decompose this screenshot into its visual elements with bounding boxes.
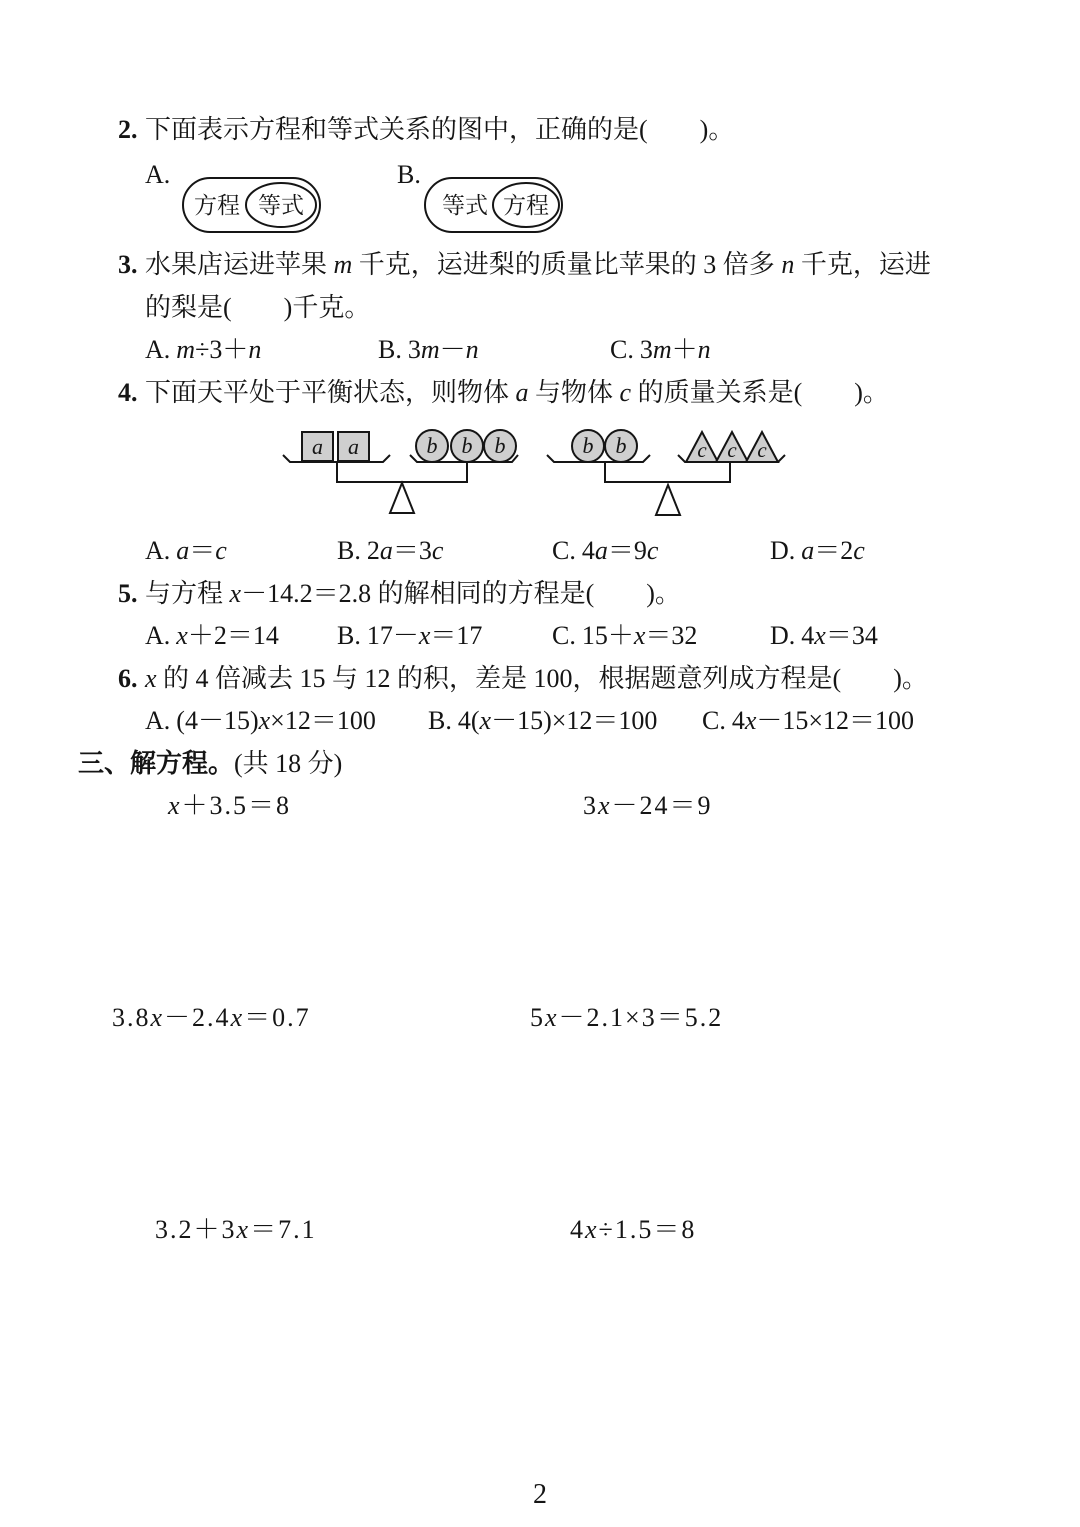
weight-label: b xyxy=(426,433,438,458)
option-label: A. xyxy=(145,335,171,364)
weight-label: a xyxy=(312,434,323,459)
question-stem xyxy=(145,664,928,693)
math-variable: x xyxy=(598,791,612,820)
text-segment: ＝32 xyxy=(645,621,698,650)
option-label: B. xyxy=(337,621,361,650)
page-number: 2 xyxy=(533,1479,547,1510)
math-variable: c xyxy=(619,378,632,407)
math-variable: x xyxy=(176,621,188,650)
text-segment: 与方程 xyxy=(145,579,230,608)
math-variable: m xyxy=(176,335,196,364)
text-segment: 3 xyxy=(583,791,598,820)
question-3 xyxy=(118,248,931,282)
option-expression xyxy=(176,536,227,565)
math-variable: a xyxy=(594,536,608,565)
math-variable: x xyxy=(229,579,242,608)
text-segment: ＝3 xyxy=(392,536,432,565)
option-label: C. xyxy=(610,335,634,364)
text-segment: ÷1.5＝8 xyxy=(598,1215,697,1244)
text-segment: 水果店运进苹果 xyxy=(145,250,334,279)
text-segment: ＋ xyxy=(671,335,698,364)
q5-option-d xyxy=(770,619,878,653)
math-variable: x xyxy=(744,706,757,735)
text-segment: 4( xyxy=(457,706,480,735)
question-stem: 下面表示方程和等式关系的图中，正确的是( )。 xyxy=(145,115,735,144)
q5-option-a xyxy=(145,619,279,653)
equation-2 xyxy=(583,789,713,823)
option-label: A. xyxy=(145,536,171,565)
math-variable: m xyxy=(652,335,672,364)
text-segment: 3 xyxy=(407,335,421,364)
text-segment: －15×12＝100 xyxy=(756,706,915,735)
option-label: D. xyxy=(770,536,796,565)
text-segment: 下面天平处于平衡状态，则物体 xyxy=(145,378,516,407)
math-variable: c xyxy=(853,536,865,565)
question-5 xyxy=(118,577,681,611)
option-expression xyxy=(801,621,878,650)
math-variable: x xyxy=(236,1215,251,1244)
weight-label: b xyxy=(494,433,506,458)
math-variable: x xyxy=(585,1215,599,1244)
question-number: 4. xyxy=(118,378,138,407)
q4-option-b xyxy=(337,534,443,568)
q3-option-c xyxy=(610,333,711,367)
option-label: B. xyxy=(337,536,361,565)
weight-label: c xyxy=(757,438,767,462)
question-number: 6. xyxy=(118,664,138,693)
q3-option-b xyxy=(378,333,479,367)
question-number: 2. xyxy=(118,115,138,144)
balance-beam xyxy=(605,462,730,482)
math-variable: x xyxy=(145,664,157,693)
text-segment: 17－ xyxy=(366,621,419,650)
question-stem xyxy=(145,579,681,608)
option-expression xyxy=(801,536,865,565)
question-number: 5. xyxy=(118,579,138,608)
q6-option-b xyxy=(428,704,657,738)
outer-set-label: 方程 xyxy=(194,193,240,218)
weight-label: b xyxy=(582,433,594,458)
math-variable: m xyxy=(333,250,353,279)
balance-left xyxy=(283,430,518,513)
text-segment: ＝9 xyxy=(607,536,647,565)
inner-set-label: 等式 xyxy=(258,193,304,218)
math-variable: a xyxy=(801,536,815,565)
math-variable: a xyxy=(515,378,529,407)
text-segment: 4 xyxy=(801,621,815,650)
math-variable: c xyxy=(431,536,444,565)
equation-1 xyxy=(168,789,291,823)
question-3-stem-continued: 的梨是( )千克。 xyxy=(145,293,371,322)
option-expression xyxy=(458,706,658,735)
text-segment: ＝ xyxy=(189,536,216,565)
math-variable: x xyxy=(230,1003,245,1032)
equation-5 xyxy=(155,1213,317,1247)
question-number: 3. xyxy=(118,250,138,279)
math-variable: x xyxy=(418,621,431,650)
option-expression xyxy=(582,621,698,650)
option-label: C. xyxy=(702,706,726,735)
math-variable: m xyxy=(420,335,440,364)
inner-set-label: 方程 xyxy=(503,193,549,218)
text-segment: ＋2＝14 xyxy=(187,621,279,650)
q5-option-b xyxy=(337,619,482,653)
option-expression xyxy=(176,621,279,650)
option-expression xyxy=(582,536,659,565)
text-segment: 千克，运进 xyxy=(794,250,931,279)
text-segment: －2.1×3＝5.2 xyxy=(558,1003,724,1032)
weight-label: c xyxy=(697,438,707,462)
question-4 xyxy=(118,376,889,410)
math-variable: x xyxy=(479,706,492,735)
math-variable: n xyxy=(248,335,262,364)
math-variable: n xyxy=(465,335,479,364)
q2-option-a-label: A. xyxy=(145,160,171,189)
left-pan xyxy=(283,455,390,462)
text-segment: －14.2＝2.8 的解相同的方程是( )。 xyxy=(241,579,681,608)
option-label: D. xyxy=(770,621,796,650)
text-segment: ＝7.1 xyxy=(250,1215,317,1244)
equation-4 xyxy=(530,1001,723,1035)
text-segment: ＋3.5＝8 xyxy=(181,791,292,820)
math-variable: c xyxy=(646,536,659,565)
outer-set-label: 等式 xyxy=(442,193,488,218)
text-segment: 5 xyxy=(530,1003,545,1032)
q2-diagram-a xyxy=(180,174,325,236)
text-segment: －15)×12＝100 xyxy=(491,706,658,735)
text-segment: ＝17 xyxy=(430,621,483,650)
option-expression xyxy=(367,536,444,565)
balance-beam xyxy=(337,462,467,482)
weight-label: b xyxy=(615,433,627,458)
text-segment: 3.2＋3 xyxy=(155,1215,237,1244)
math-variable: x xyxy=(258,706,271,735)
equation-3 xyxy=(112,1001,311,1035)
text-segment: 3 xyxy=(639,335,653,364)
text-segment: ×12＝100 xyxy=(270,706,376,735)
text-segment: ＝34 xyxy=(825,621,878,650)
option-label: C. xyxy=(552,621,576,650)
option-expression xyxy=(367,621,483,650)
balance-diagram xyxy=(270,420,800,520)
math-variable: x xyxy=(168,791,182,820)
section-title: 三、解方程。 xyxy=(78,749,235,778)
question-stem xyxy=(145,378,889,407)
equation-6 xyxy=(570,1213,696,1247)
text-segment: 4 xyxy=(570,1215,585,1244)
math-variable: n xyxy=(697,335,711,364)
text-segment: (4－15) xyxy=(176,706,259,735)
text-segment: 4 xyxy=(581,536,595,565)
option-label: A. xyxy=(145,621,171,650)
text-segment: 与物体 xyxy=(528,378,620,407)
text-segment: ÷3＋ xyxy=(195,335,249,364)
q6-option-a xyxy=(145,704,376,738)
math-variable: x xyxy=(545,1003,559,1032)
text-segment: 的 4 倍减去 15 与 12 的积，差是 100，根据题意列成方程是( )。 xyxy=(156,664,928,693)
text-segment: 4 xyxy=(731,706,745,735)
math-variable: a xyxy=(379,536,393,565)
math-variable: a xyxy=(176,536,190,565)
q2-option-b-label: B. xyxy=(397,160,421,189)
q2-diagram-b xyxy=(422,174,567,236)
text-segment: － xyxy=(439,335,466,364)
balance-right xyxy=(547,430,785,515)
text-segment: 千克，运进梨的质量比苹果的 3 倍多 xyxy=(352,250,782,279)
text-segment: ＝2 xyxy=(814,536,854,565)
option-label: C. xyxy=(552,536,576,565)
option-label: A. xyxy=(145,706,171,735)
fulcrum-triangle xyxy=(390,483,414,513)
math-variable: c xyxy=(215,536,227,565)
math-variable: x xyxy=(814,621,826,650)
question-6 xyxy=(118,662,928,696)
question-2 xyxy=(118,113,734,147)
q4-option-d xyxy=(770,534,865,568)
text-segment: 15＋ xyxy=(581,621,634,650)
option-expression xyxy=(408,335,479,364)
q3-option-a xyxy=(145,333,261,367)
weight-label: c xyxy=(727,438,737,462)
text-segment: 的质量关系是( )。 xyxy=(631,378,889,407)
q6-option-c xyxy=(702,704,914,738)
text-segment: －24＝9 xyxy=(611,791,713,820)
math-variable: x xyxy=(633,621,646,650)
option-expression xyxy=(176,706,376,735)
q5-option-c xyxy=(552,619,697,653)
math-variable: n xyxy=(781,250,795,279)
question-stem xyxy=(145,250,931,279)
option-label: B. xyxy=(428,706,452,735)
q4-option-a xyxy=(145,534,227,568)
text-segment: －2.4 xyxy=(164,1003,231,1032)
section-score: (共 18 分) xyxy=(234,749,343,778)
section-3-heading xyxy=(78,747,342,781)
option-expression xyxy=(176,335,261,364)
weight-label: b xyxy=(461,433,473,458)
text-segment: ＝0.7 xyxy=(244,1003,311,1032)
text-segment: 3.8 xyxy=(112,1003,151,1032)
option-expression xyxy=(640,335,711,364)
option-expression xyxy=(732,706,914,735)
math-variable: x xyxy=(150,1003,165,1032)
option-label: B. xyxy=(378,335,402,364)
weight-label: a xyxy=(348,434,359,459)
fulcrum-triangle xyxy=(656,485,680,515)
q4-option-c xyxy=(552,534,658,568)
text-segment: 2 xyxy=(366,536,380,565)
